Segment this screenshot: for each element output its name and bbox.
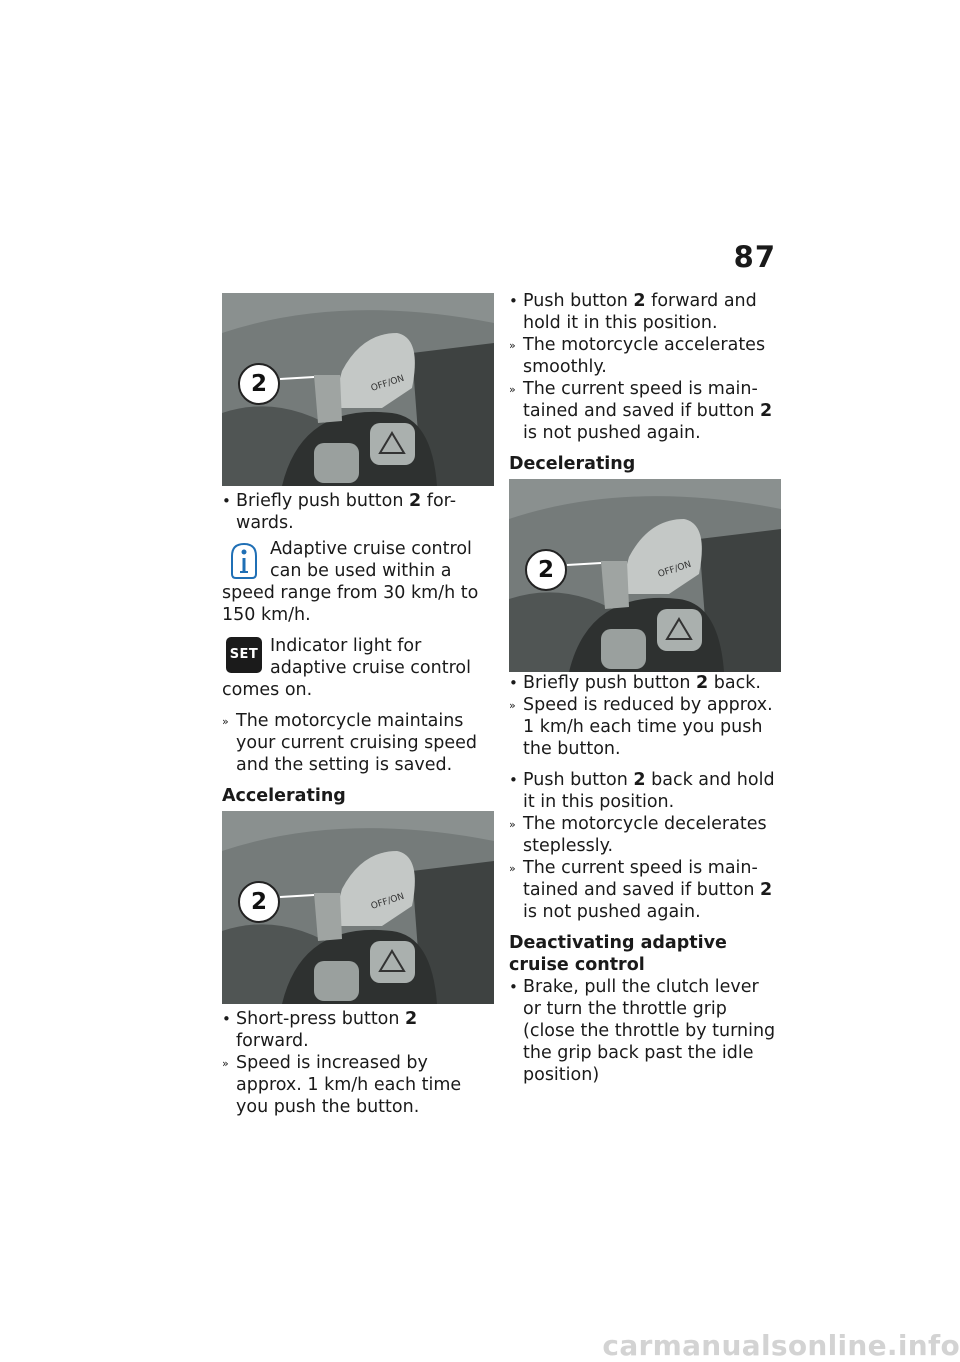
result-item: » The motorcycle maintains your current cruising speed and the setting is saved. [222,711,477,775]
bullet-icon: • [222,492,231,510]
page-number: 87 [733,240,776,274]
info-note-text: Adaptive cruise control can be used within a speed range from 30 km/h to 150 km/h. [222,539,479,625]
bullet-icon: • [509,771,518,789]
info-note [222,538,494,626]
switch-label: OFF/ON [369,373,406,394]
double-chevron-icon: » [509,383,516,396]
heading-accelerating: Accelerating [222,786,346,806]
info-icon [226,538,262,580]
double-chevron-icon: » [222,1057,229,1070]
double-chevron-icon: » [222,715,229,728]
double-chevron-icon: » [509,339,516,352]
figure-switch-1 [222,293,494,486]
watermark: carmanualsonline.info [602,1329,960,1362]
set-note-text: Indicator light for adaptive cruise control comes on. [222,636,471,700]
double-chevron-icon: » [509,818,516,831]
callout-2: 2 [525,549,567,591]
figure-switch-2 [222,811,494,1004]
bullet-icon: • [509,674,518,692]
set-indicator-icon: SET [226,637,262,673]
right-column [509,290,781,1086]
step-item: • Push button 2 back and hold it in this position. [509,770,775,812]
result-item: » The motorcycle accelerates smoothly. [509,335,766,377]
bullet-icon: • [222,1010,231,1028]
step-item: • Briefly push button 2 back. [509,673,761,693]
result-item: » Speed is reduced by approx. 1 km/h each time you push the button. [509,695,773,759]
switch-label: OFF/ON [369,891,406,912]
switch-label: OFF/ON [656,559,693,580]
left-column [222,293,494,1118]
result-item: » The motorcycle decelerates steplessly. [509,814,767,856]
double-chevron-icon: » [509,862,516,875]
result-item: » Speed is increased by approx. 1 km/h each time you push the button. [222,1053,462,1117]
figure-switch-3 [509,479,781,672]
bullet-icon: • [509,978,518,996]
step-item: • Push button 2 forward and hold it in this position. [509,291,757,333]
result-item: » The current speed is main-tained and saved if button 2 is not pushed again. [509,379,773,443]
result-item: » The current speed is main-tained and saved if button 2 is not pushed again. [509,858,773,922]
bullet-icon: • [509,292,518,310]
double-chevron-icon: » [509,699,516,712]
heading-deactivating: Deactivating adaptive cruise control [509,933,727,975]
step-item: • Short-press button 2 forward. [222,1009,418,1051]
heading-decelerating: Decelerating [509,454,636,474]
callout-2: 2 [238,881,280,923]
step-item: • Briefly push button 2 for-wards. [222,491,457,533]
callout-2: 2 [238,363,280,405]
step-item: • Brake, pull the clutch lever or turn the throttle grip (close the throttle by turning the grip back past the idle position) [509,977,776,1085]
set-note [222,635,494,701]
